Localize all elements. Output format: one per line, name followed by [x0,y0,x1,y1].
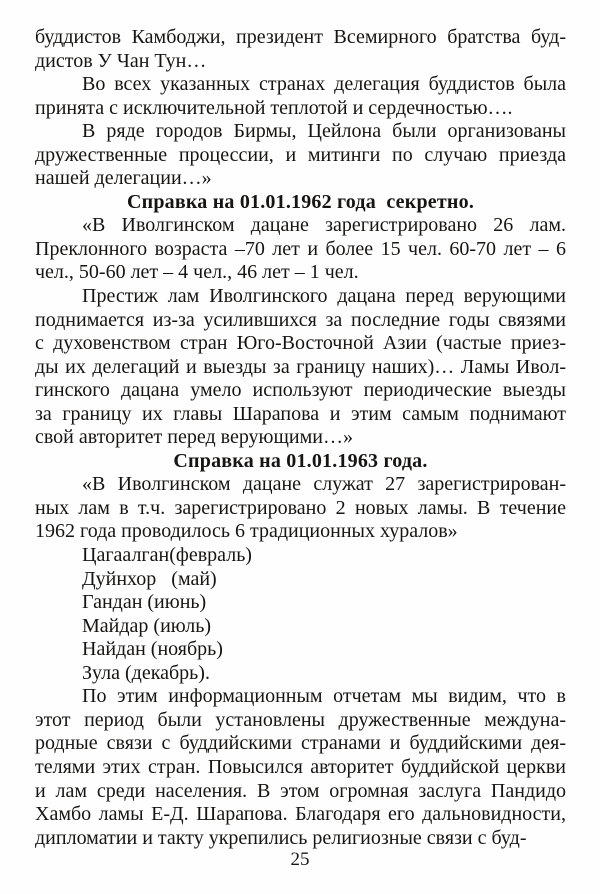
text-line: Престиж лам Иволгинского дацана перед верующими [82,285,566,308]
text-line: гинского дацана умело используют периодические выезды [35,379,566,402]
text-line: Справка на 01.01.1963 года. [173,449,428,472]
text-line: телями этих стран. Повысился авторитет буддийской церкви [35,755,566,778]
text-line: По этим информационным отчетам мы видим, что в [82,685,566,708]
text-line: и лам среди населения. В этом огромная заслуга Пандидо [35,779,566,802]
section-heading [35,191,566,215]
text-line: 1962 года проводилось 6 традиционных хуралов» [35,520,458,543]
list-item: Майдар (июль) [82,614,211,637]
text-line: за границу их главы Шарапова и этим самым поднимают [35,402,566,425]
text-line: «В Иволгинском дацане служат 27 зарегистрирован- [82,473,566,496]
list-item: Цагаалган(февраль) [82,544,252,567]
text-line: буддистов Камбоджи, президент Всемирного братства буд- [35,26,566,48]
list-item: Найдан (ноябрь) [82,638,223,661]
paragraph [35,120,566,191]
text-line: принята с исключительной теплотой и сердечностью…. [35,96,513,119]
paragraph [35,473,566,544]
text-line: чел., 50-60 лет – 4 чел., 46 лет – 1 чел. [35,261,359,284]
text-line: «В Иволгинском дацане зарегистрировано 26 лам. [82,214,566,237]
text-line: нашей делегации…» [35,167,212,190]
text-line: дипломатии и такту укрепились религиозные связи с буд- [35,826,527,849]
text-line: ды их делегаций и выезды за границу наших)… Ламы Ивол- [35,355,566,378]
hural-list [35,544,566,685]
list-item: Зула (декабрь). [82,661,210,684]
paragraph [35,73,566,120]
text-line: поднимается из-за усилившихся за последние годы связями [35,308,566,331]
paragraph [35,285,566,450]
text-line: В ряде городов Бирмы, Цейлона были организованы [82,120,566,143]
text-column [35,26,566,850]
paragraph [35,26,566,73]
text-line: Справка на 01.01.1962 года секретно. [126,190,475,213]
text-line: Во всех указанных странах делегация буддистов была [82,73,566,96]
section-heading [35,450,566,474]
list-item: Гандан (июнь) [82,591,207,614]
paragraph [35,685,566,850]
text-line: свой авторитет перед верующими…» [35,426,353,449]
text-line: этот период были установлены дружественные междуна- [35,708,566,731]
text-line: Хамбо ламы Е-Д. Шарапова. Благодаря его дальновидности, [35,803,566,826]
text-line: с духовенством стран Юго-Восточной Азии (частые приез- [35,332,566,355]
text-line: дистов У Чан Тун… [35,49,207,72]
text-line: ных лам в т.ч. зарегистрировано 2 новых ламы. В течение [35,496,566,519]
list-item: Дуйнхор (май) [82,567,217,590]
text-line: Преклонного возраста –70 лет и более 15 чел. 60-70 лет – 6 [35,237,566,260]
page-number: 25 [290,849,310,870]
paragraph [35,214,566,285]
text-line: дружественные процессии, и митинги по случаю приезда [35,143,566,166]
text-line: родные связи с буддийскими странами и буддийскими дея- [35,732,566,755]
